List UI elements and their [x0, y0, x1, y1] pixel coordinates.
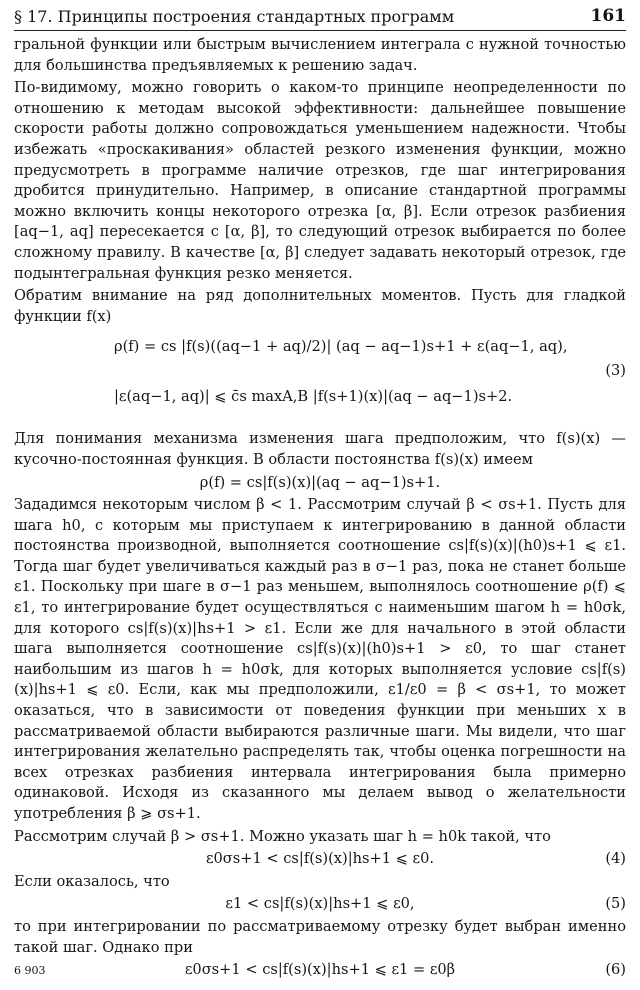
section-title: § 17. Принципы построения стандартных программ — [14, 7, 455, 26]
page-body — [14, 35, 626, 983]
paragraph: По-видимому, можно говорить о каком-то принципе неопределенности по отношению к методам высокой эффективности: дальнейшее повышение скорости работы должно сопровождаться уменьшением надежности. Чтобы избежать «проскакивания» областей резкого изменения функции, можно предусмотреть в программе наличие отрезков, где шаг интегрирования дробится принудительно. Например, в описание стандартной программы можно включить концы некоторого отрезка [α, β]. Если отрезок разбиения [aq−1, aq] пересекается с [α, β], то следующий отрезок выбирается по более сложному правилу. В качестве [α, β] следует задавать некоторый отрезок, где подынтегральная функция резко меняется. — [14, 79, 626, 282]
formula-rho — [14, 473, 626, 494]
formula-3-block — [14, 331, 626, 423]
formula-3-line-2: |ε(aq−1, aq)| ⩽ c̄s maxA,B |f(s+1)(x)|(aq − aq−1)s+2. — [114, 388, 513, 406]
equation-number: (5) — [605, 895, 626, 913]
equation-number: (6) — [605, 961, 626, 979]
formula-6 — [14, 960, 626, 981]
page-number: 161 — [590, 6, 626, 26]
page-header — [14, 4, 626, 31]
formula-text: ε1 < cs|f(s)(x)|hs+1 ⩽ ε0, — [225, 895, 415, 913]
paragraph: Рассмотрим случай β > σs+1. Можно указать шаг h = h0k такой, что — [14, 827, 551, 845]
page-footer: 6 903 — [14, 964, 46, 977]
equation-number: (3) — [605, 362, 626, 380]
paragraph: Если оказалось, что — [14, 872, 170, 890]
paragraph: гральной функции или быстрым вычислением интеграла с нужной точностью для большинства предъявляемых к решению задач. — [14, 36, 626, 74]
paragraph: Зададимся некоторым числом β < 1. Рассмотрим случай β < σs+1. Пусть для шага h0, с которым мы приступаем к интегрированию в данной области постоянства производной, выполняется соотношение cs|f(s)(x)|(h0)s+1 ⩽ ε1. Тогда шаг будет увеличиваться каждый раз в σ−1 раз, пока не станет больше ε1. Поскольку при шаге в σ−1 раз меньшем, выполнялось соотношение ρ(f) ⩽ ε1, то интегрирование будет осуществляться с наименьшим шагом h = h0σk, для которого cs|f(s)(x)|hs+1 > ε1. Если же для начального в этой области шага выполняется соотношение cs|f(s)(x)|(h0)s+1 > ε0, то шаг станет наибольшим из шагов h = h0σk, для которых выполняется условие cs|f(s)(x)|hs+1 ⩽ ε0. Если, как мы предположили, ε1/ε0 = β < σs+1, то может оказаться, что в зависимости от поведения функции при меньших x в рассматриваемой области выбираются различные шаги. Мы видели, что шаг интегрирования желательно распределять так, чтобы оценка погрешности на всех отрезках разбиения интервала интегрирования была примерно одинаковой. Исходя из сказанного мы делаем вывод о желательности употребления β ⩾ σs+1. — [14, 496, 626, 822]
paragraph: то при интегрировании по рассматриваемому отрезку будет выбран именно такой шаг. Однако при — [14, 917, 626, 956]
paragraph: Для понимания механизма изменения шага предположим, что f(s)(x) — кусочно-постоянная функция. В области постоянства f(s)(x) имеем — [14, 430, 626, 468]
formula-5 — [14, 894, 626, 915]
formula-4 — [14, 849, 626, 870]
formula-text: ε0σs+1 < cs|f(s)(x)|hs+1 ⩽ ε1 = ε0β — [184, 961, 456, 979]
formula-text: ε0σs+1 < cs|f(s)(x)|hs+1 ⩽ ε0. — [205, 850, 435, 868]
formula-text: ρ(f) = cs|f(s)(x)|(aq − aq−1)s+1. — [199, 473, 441, 491]
formula-3-line-1: ρ(f) = cs |f(s)((aq−1 + aq)/2)| (aq − aq−1)s+1 + ε(aq−1, aq), — [114, 338, 568, 356]
paragraph: Обратим внимание на ряд дополнительных моментов. Пусть для гладкой функции f(x) — [14, 287, 626, 325]
equation-number: (4) — [605, 850, 626, 868]
